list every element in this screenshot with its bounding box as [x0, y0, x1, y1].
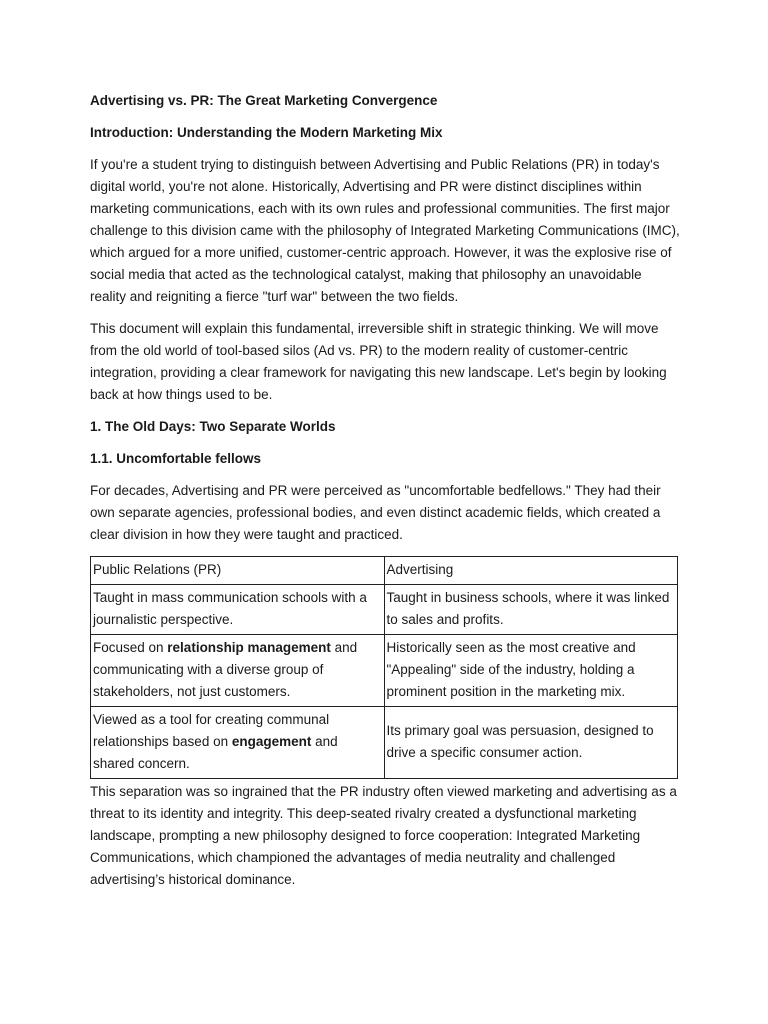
table-cell-bold-text: engagement	[231, 734, 312, 749]
intro-paragraph-2: This document will explain this fundamental, irreversible shift in strategic thinking. We will move from the old world of tool-based silos (Ad vs. PR) to the modern reality of customer-centric integration, providing a clear framework for navigating this new landscape. Let's begin by looking back at how things used to be.	[90, 321, 667, 402]
table-row	[91, 635, 678, 707]
table-cell-ad: Its primary goal was persuasion, designed to drive a specific consumer action.	[384, 707, 678, 779]
table-cell-ad: Historically seen as the most creative and "Appealing" side of the industry, holding a prominent position in the marketing mix.	[384, 635, 678, 707]
table-cell-text: Focused on	[93, 640, 168, 655]
table-cell-bold-text: relationship management	[167, 640, 331, 655]
table-header-pr: Public Relations (PR)	[91, 557, 385, 585]
table-row	[91, 707, 678, 779]
closing-paragraph: This separation was so ingrained that the PR industry often viewed marketing and advertising as a threat to its identity and integrity. This deep-seated rivalry created a dysfunctional marketing landscape, prompting a new philosophy designed to force cooperation: Integrated Marketing Communications, which championed the advantages of media neutrality and challenged advertising’s historical dominance.	[90, 784, 677, 887]
table-cell-pr	[91, 707, 385, 779]
table-cell-pr	[91, 635, 385, 707]
table-cell-text: and shared concern.	[93, 734, 338, 771]
intro-heading: Introduction: Understanding the Modern Marketing Mix	[90, 125, 443, 140]
table-cell-ad: Taught in business schools, where it was linked to sales and profits.	[384, 585, 678, 635]
table-cell-text: and communicating with a diverse group of stakeholders, not just customers.	[93, 640, 358, 699]
document-page	[90, 90, 680, 901]
table-header-ad: Advertising	[384, 557, 678, 585]
table-row	[91, 585, 678, 635]
section-1-1-heading: 1.1. Uncomfortable fellows	[90, 451, 262, 466]
intro-paragraph-1: If you're a student trying to distinguish between Advertising and Public Relations (PR) in today's digital world, you're not alone. Historically, Advertising and PR were distinct disciplines within marketing communications, each with its own rules and professional communities. The first major challenge to this division came with the philosophy of Integrated Marketing Communications (IMC), which argued for a more unified, customer-centric approach. However, it was the explosive rise of social media that acted as the technological catalyst, making that philosophy an unavoidable reality and reigniting a fierce "turf war" between the two fields.	[90, 157, 680, 304]
document-title: Advertising vs. PR: The Great Marketing Convergence	[90, 93, 438, 108]
table-cell-text: Viewed as a tool for creating communal relationships based on	[93, 712, 330, 749]
table-cell-pr: Taught in mass communication schools with a journalistic perspective.	[91, 585, 385, 635]
comparison-table	[90, 556, 678, 779]
table-header-row	[91, 557, 678, 585]
section-1-1-paragraph: For decades, Advertising and PR were perceived as "uncomfortable bedfellows." They had their own separate agencies, professional bodies, and even distinct academic fields, which created a clear division in how they were taught and practiced.	[90, 483, 661, 542]
section-1-heading: 1. The Old Days: Two Separate Worlds	[90, 419, 336, 434]
